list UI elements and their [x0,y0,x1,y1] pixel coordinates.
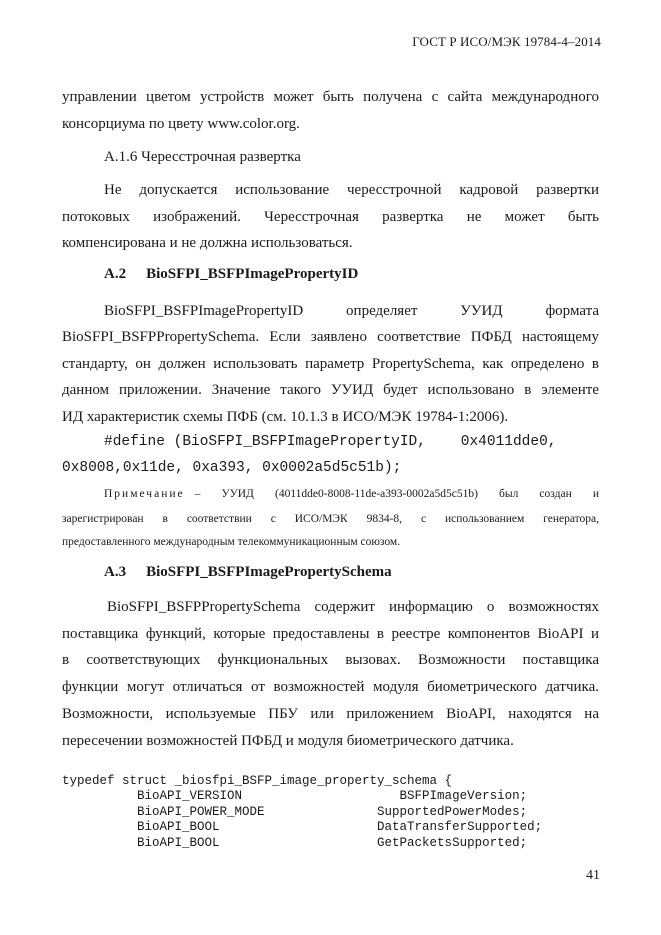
note-label: Примечание [104,488,185,500]
interlace-line-1: Не допускается использование чересстрочной кадровой развертки [104,182,599,198]
a2-line-2: BioSFPI_BSFPPropertySchema. Если заявлено соответствие ПФБД настоящему [62,329,599,345]
a3-line-5: Возможности, используемые ПБУ или приложением BioAPI, находятся на [62,706,599,722]
a3-line-4: функции могут отличаться от возможностей модуля биометрического датчика. [62,679,599,695]
running-header: ГОСТ Р ИСО/МЭК 19784-4–2014 [412,34,601,49]
note-line-3: предоставленного международным телекоммуникационным союзом. [62,536,401,548]
a2-line-5: ИД характеристик схемы ПФБ (см. 10.1.3 в ИСО/МЭК 19784-1:2006). [62,409,509,425]
a3-line-6: пересечении возможностей ПФБД и модуля биометрического датчика. [62,733,514,749]
note-line-2: зарегистрирован в соответствии с ИСО/МЭК 9834-8, с использованием генератора, [62,513,599,525]
struct-code-line-2: BioAPI_VERSION BSFPImageVersion; [62,789,528,803]
page-number: 41 [586,868,600,883]
define-code-line-1: #define (BioSFPI_BSFPImagePropertyID, 0x4011dde0, [104,434,557,450]
a2-line-3: стандарту, он должен использовать параметр PropertySchema, как определено в [62,356,599,372]
section-a3-heading [104,564,392,581]
interlace-line-3: компенсирована и не должна использоваться. [62,235,353,251]
a2-line-1: BioSFPI_BSFPImagePropertyID определяет УУИД формата [104,303,599,319]
note-text-1: – УУИД (4011dde0-8008-11de-a393-0002a5d5c51b) был создан и [194,488,599,500]
section-a2-heading [104,266,358,283]
section-a3-number: А.3 [104,564,127,580]
note-line-1 [104,486,599,502]
struct-code-line-1: typedef struct _biosfpi_BSFP_image_property_schema { [62,774,453,788]
interlace-line-2: потоковых изображений. Чересстрочная развертка не может быть [62,209,599,225]
struct-code-line-5: BioAPI_BOOL GetPacketsSupported; [62,836,528,850]
struct-code-line-3: BioAPI_POWER_MODE SupportedPowerModes; [62,805,528,819]
a2-line-4: данном приложении. Значение такого УУИД будет использовано в элементе [62,382,599,398]
section-a3-title: BioSFPI_BSFPImagePropertySchema [146,564,392,580]
a3-line-1: BioSFPI_BSFPPropertySchema содержит информацию о возможностях [107,599,599,615]
section-a2-title: BioSFPI_BSFPImagePropertyID [146,266,359,282]
define-code-line-2: 0x8008,0x11de, 0xa393, 0x0002a5d5c51b); [62,460,402,476]
section-a2-number: А.2 [104,266,127,282]
section-a16-heading: А.1.6 Чересстрочная развертка [104,149,301,165]
intro-line-1: управлении цветом устройств может быть получена с сайта международного [62,89,599,105]
a3-line-3: в соответствующих функциональных вызовах. Возможности поставщика [62,652,599,668]
intro-line-2: консорциума по цвету www.color.org. [62,116,300,132]
struct-code-line-4: BioAPI_BOOL DataTransferSupported; [62,820,543,834]
a3-line-2: поставщика функций, которые предоставлены в реестре компонентов BioAPI и [62,626,599,642]
